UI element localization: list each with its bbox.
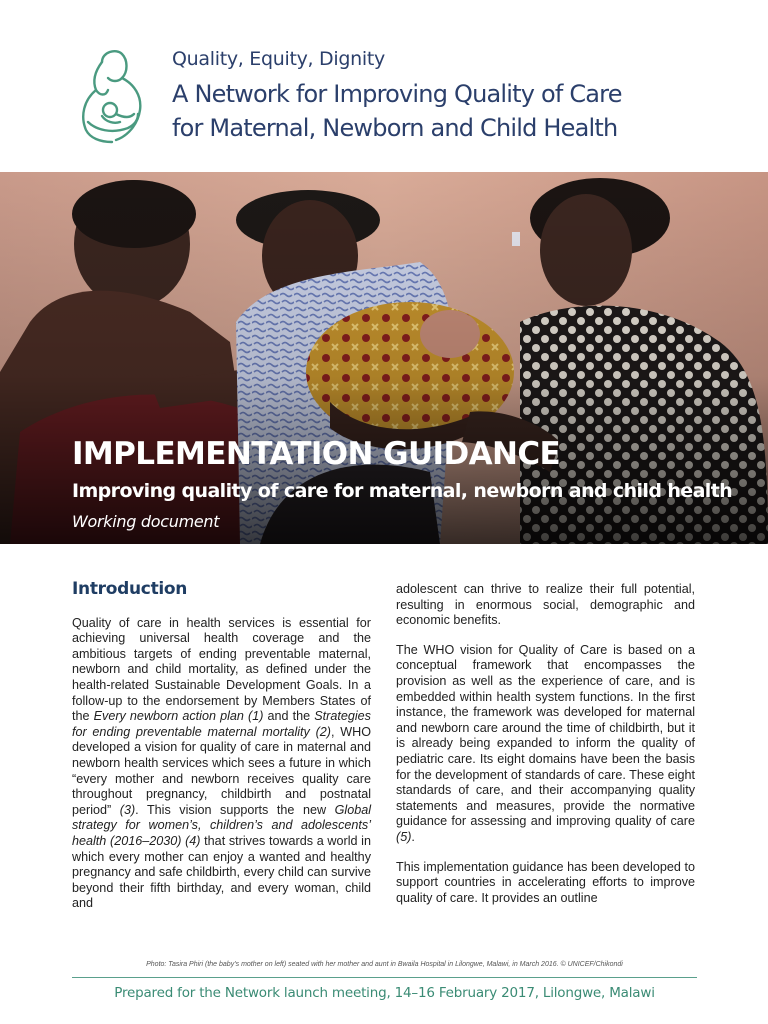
text-run: and the <box>263 709 315 724</box>
intro-paragraph-4: This implementation guidance has been developed to support countries in accelerating efforts to improve quality of care. It provides an outline <box>396 859 695 905</box>
document-subtitle: Improving quality of care for maternal, newborn and child health <box>72 480 733 502</box>
section-heading: Introduction <box>72 579 188 599</box>
text-run: . <box>411 829 415 844</box>
citation: (3) <box>119 802 136 817</box>
citation: (5) <box>396 829 412 844</box>
photo-caption: Photo: Tasira Phiri (the baby’s mother on left) seated with her mother and aunt in Bwaila Hospital in Lilongwe, Malawi, in March 2016. © UNICEF/Chikondi <box>146 961 623 968</box>
right-column <box>396 582 695 920</box>
intro-paragraph-1 <box>72 616 371 912</box>
footer-divider <box>72 977 697 978</box>
citation: Global strategy for women’s, children’s and adolescents’ health (2016–2030) (4) <box>72 802 371 848</box>
text-run: Quality of care in health services is essential for achieving universal health coverage and the ambitious targets of ending preventable maternal, newborn and child mortality, as defined under the health-related Sustainable Development Goals. In a follow-up to the endorsement by Members States of the <box>72 615 371 724</box>
text-run: The WHO vision for Quality of Care is based on a conceptual framework that encompasses the provision as well as the experience of care, and is embedded within health system functions. In the first instance, the framework was developed for maternal and newborn care around the time of childbirth, but it is already being expanded to inform the quality of pediatric care. Its eight domains have been the basis for the development of standards of care. These eight standards of care, and their accompanying quality statements and measures, provide the normative guidance for assessing and improving quality of care <box>396 642 695 829</box>
intro-paragraph-2: adolescent can thrive to realize their full potential, resulting in enormous social, demographic and economic benefits. <box>396 582 695 628</box>
network-title-line2: for Maternal, Newborn and Child Health <box>172 114 618 142</box>
intro-paragraph-3 <box>396 643 695 846</box>
citation: Strategies for ending preventable maternal mortality (2) <box>72 709 371 739</box>
network-tagline: Quality, Equity, Dignity <box>172 48 385 70</box>
citation: Every newborn action plan (1) <box>93 709 264 724</box>
network-title-line1: A Network for Improving Quality of Care <box>172 80 622 108</box>
prepared-for-line: Prepared for the Network launch meeting, 14–16 February 2017, Lilongwe, Malawi <box>114 985 655 1001</box>
text-run: . This vision supports the new <box>135 802 335 817</box>
document-title: IMPLEMENTATION GUIDANCE <box>72 436 561 472</box>
text-run: , WHO developed a vision for quality of care in maternal and newborn health services which sees a future in which “every mother and newborn receives quality care throughout pregnancy, childbirth and postnatal period” <box>72 724 371 817</box>
left-column <box>72 579 371 926</box>
text-run: that strives towards a world in which every mother can enjoy a wanted and healthy pregnancy and safe childbirth, every child can survive beyond their fifth birthday, and every woman, child and <box>72 833 371 911</box>
document-status: Working document <box>72 512 220 531</box>
mother-and-child-icon <box>72 44 156 148</box>
